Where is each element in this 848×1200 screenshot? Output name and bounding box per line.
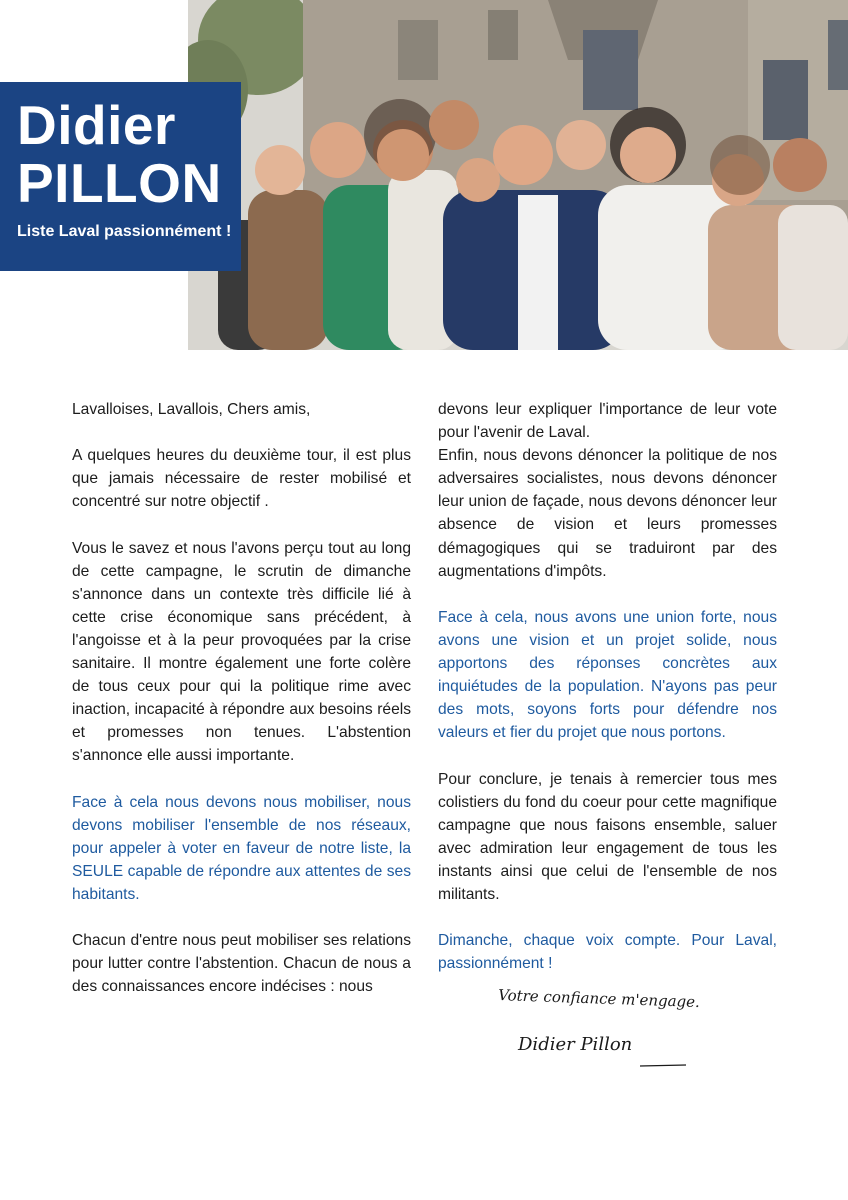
paragraph: A quelques heures du deuxième tour, il est plus que jamais nécessaire de rester mobilisé et concentré sur notre objectif .	[72, 447, 411, 511]
paragraph: devons leur expliquer l'importance de leur vote pour l'avenir de Laval.	[438, 401, 777, 442]
paragraph: Vous le savez et nous l'avons perçu tout au long de cette campagne, le scrutin de dimanche s'annonce dans un contexte très difficile lié à cette crise économique sans précédent, à l'angoisse et à la peur provoquées par la crise sanitaire. Il montre également une forte colère de tous ceux pour qui la politique rime avec inaction, incapacité à répondre aux besoins réels et promesses non tenues. L'abstention s'annonce elle aussi importante.	[72, 539, 411, 765]
paragraph: Pour conclure, je tenais à remercier tous mes colistiers du fond du coeur pour cette magnifique campagne que nous faisons ensemble, saluer avec admiration leur engagement de tous les instants ainsi que celui de l'ensemble de nos militants.	[438, 770, 777, 903]
paragraph-highlight: Face à cela nous devons nous mobiliser, nous devons mobiliser l'ensemble de nos réseaux, pour appeler à voter en faveur de notre liste, la SEULE capable de répondre aux attentes de ses habitants.	[72, 793, 411, 903]
candidate-title-box	[0, 82, 241, 271]
candidate-name: Didier PILLON	[17, 94, 222, 214]
letter-column-left	[72, 398, 411, 998]
paragraph: Enfin, nous devons dénoncer la politique de nos adversaires socialistes, nous devons dénoncer leur union de façade, nous devons dénoncer leur absence de vision et leurs promesses démagogiques qui se traduiront par des augmentations d'impôts.	[438, 447, 777, 580]
team-photo	[188, 0, 848, 350]
paragraph: Chacun d'entre nous peut mobiliser ses relations pour lutter contre l'abstention. Chacun de nous a des connaissances encore indécises : nous	[72, 932, 411, 996]
signature-underline	[640, 1065, 686, 1066]
signature-motto: Votre confiance m'engage.	[497, 986, 701, 1012]
list-name: Liste Laval passionnément !	[17, 223, 232, 240]
greeting: Lavalloises, Lavallois, Chers amis,	[72, 401, 311, 418]
paragraph-highlight: Face à cela, nous avons une union forte, nous avons une vision et un projet solide, nous apportons des réponses concrètes aux inquiétudes de la population. N'ayons pas peur des mots, soyons forts pour défendre nos valeurs et fier du projet que nous portons.	[438, 608, 777, 742]
signature-name: Didier Pillon	[518, 1034, 633, 1055]
closing-line: Dimanche, chaque voix compte. Pour Laval, passionnément !	[438, 932, 777, 973]
letter-column-right	[438, 398, 777, 975]
handwritten-signature	[490, 978, 730, 1074]
